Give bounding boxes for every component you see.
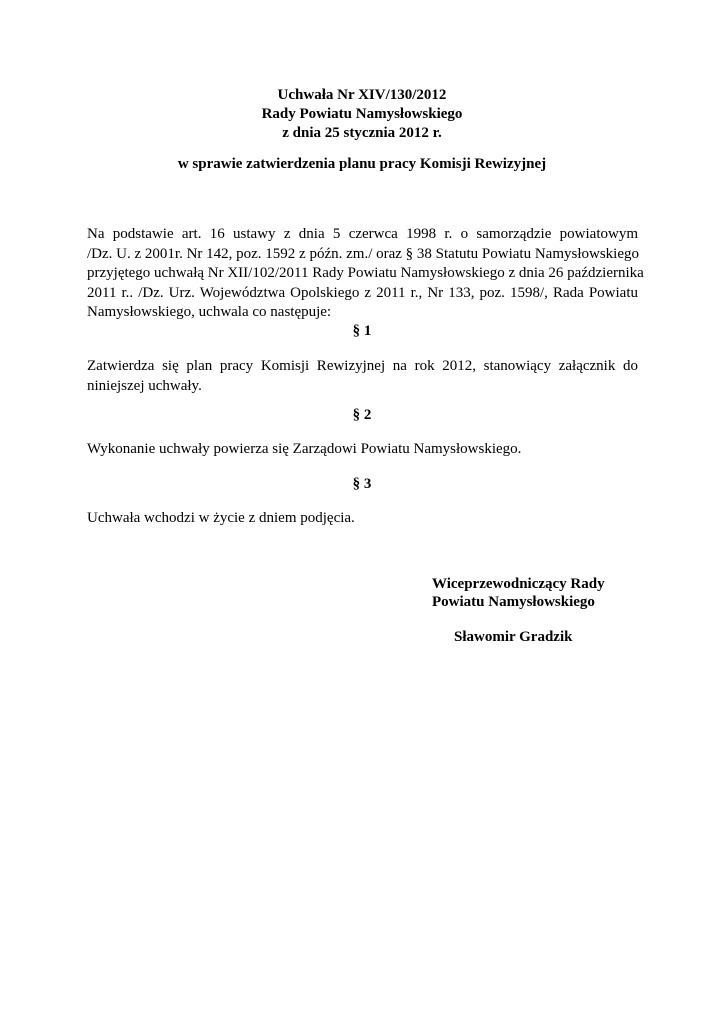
section-1-line: niniejszej uchwały. bbox=[87, 377, 202, 394]
resolution-number: Uchwała Nr XIV/130/2012 bbox=[277, 87, 447, 103]
document-title bbox=[0, 86, 724, 143]
signature-block bbox=[432, 575, 605, 646]
council-name: Rady Powiatu Namysłowskiego bbox=[261, 106, 463, 122]
preamble-line: Na podstawie art. 16 ustawy z dnia 5 czerwca 1998 r. o samorządzie powiatowym bbox=[87, 226, 638, 242]
section-1-line: Zatwierdza się plan pracy Komisji Rewizyjnej na rok 2012, stanowiący załącznik do bbox=[87, 358, 638, 374]
preamble-line: /Dz. U. z 2001r. Nr 142, poz. 1592 z późn. zm./ oraz § 38 Statutu Powiatu Namysłowskiego bbox=[87, 245, 639, 262]
section-2-mark: § 2 bbox=[352, 407, 372, 423]
section-3-text bbox=[87, 509, 638, 529]
section-3-mark: § 3 bbox=[352, 476, 372, 492]
resolution-subject: w sprawie zatwierdzenia planu pracy Komisji Rewizyjnej bbox=[177, 156, 547, 172]
section-2-text bbox=[87, 440, 638, 460]
resolution-date: z dnia 25 stycznia 2012 r. bbox=[282, 125, 442, 141]
preamble-line: 2011 r.. /Dz. Urz. Województwa Opolskiego z 2011 r., Nr 133, poz. 1598/, Rada Powiatu bbox=[87, 284, 638, 301]
section-3-line: Uchwała wchodzi w życie z dniem podjęcia. bbox=[87, 510, 355, 526]
preamble-line: Namysłowskiego, uchwala co następuje: bbox=[87, 304, 332, 320]
signatory-title: Wiceprzewodniczący Rady bbox=[432, 576, 605, 592]
section-1-text bbox=[87, 357, 638, 396]
preamble-line: przyjętego uchwałą Nr XII/102/2011 Rady Powiatu Namysłowskiego z dnia 26 października bbox=[87, 265, 644, 281]
signatory-name: Sławomir Gradzik bbox=[454, 629, 573, 645]
section-1-mark: § 1 bbox=[352, 323, 372, 339]
section-2-line: Wykonanie uchwały powierza się Zarządowi Powiatu Namysłowskiego. bbox=[87, 441, 522, 457]
signatory-council: Powiatu Namysłowskiego bbox=[432, 594, 595, 610]
preamble-paragraph bbox=[87, 225, 644, 323]
